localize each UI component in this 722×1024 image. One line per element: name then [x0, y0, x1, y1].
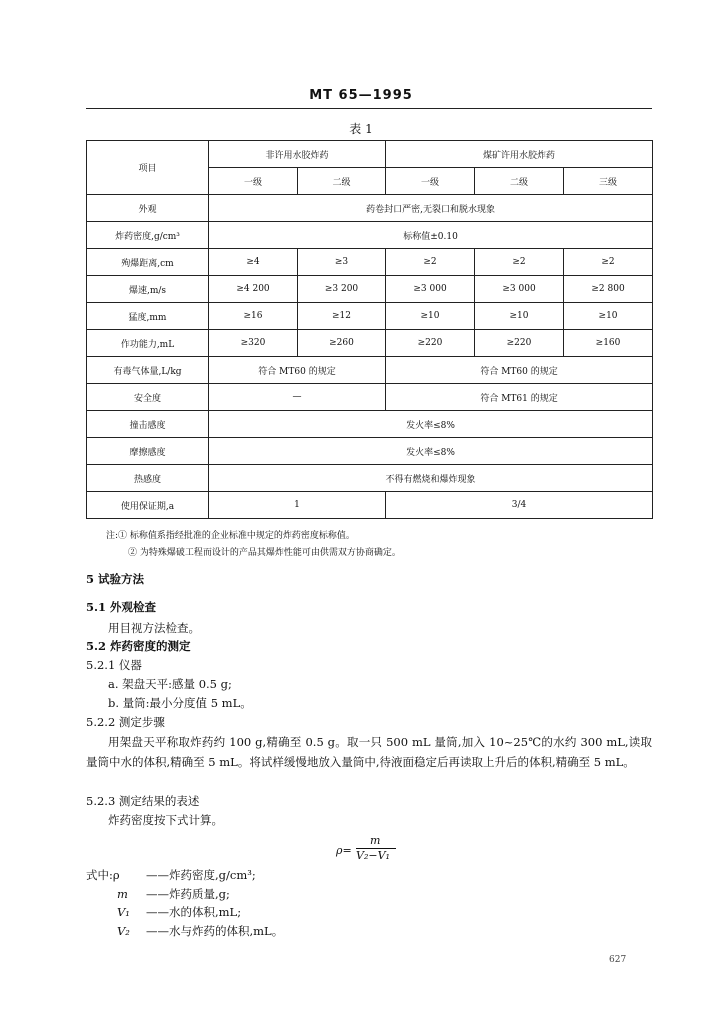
row-label: 有毒气体量,L/kg: [87, 357, 209, 384]
table-cell: ≥2: [564, 249, 653, 276]
grade-header: 一级: [386, 168, 475, 195]
table-row: [87, 249, 653, 276]
where-row: [86, 867, 256, 883]
header-rule: [86, 108, 652, 109]
item-b: b. 量筒:最小分度值 5 mL。: [108, 696, 252, 710]
table-cell: ≥2: [386, 249, 475, 276]
where-symbol: m: [117, 887, 128, 901]
group-b-value: 3/4: [386, 492, 653, 519]
section-5-2-3-heading: 5.2.3 测定结果的表述: [86, 794, 200, 808]
group-a-header: 非许用水胶炸药: [209, 141, 386, 168]
row-span-value: 标称值±0.10: [209, 222, 653, 249]
table-cell: ≥160: [564, 330, 653, 357]
table-cell: ≥3 000: [386, 276, 475, 303]
grade-header: 二级: [298, 168, 386, 195]
row-span-value: 发火率≤8%: [209, 411, 653, 438]
section-5-2-2-heading: 5.2.2 测定步骤: [86, 715, 165, 729]
group-a-value: 符合 MT60 的规定: [209, 357, 386, 384]
grade-header: 三级: [564, 168, 653, 195]
row-label: 炸药密度,g/cm³: [87, 222, 209, 249]
row-span-value: 发火率≤8%: [209, 438, 653, 465]
section-5-1-heading: 5.1 外观检查: [86, 600, 157, 614]
table-row: [87, 276, 653, 303]
row-label: 殉爆距离,cm: [87, 249, 209, 276]
table-note-1: 注:① 标称值系指经批准的企业标准中规定的炸药密度标称值。: [106, 531, 355, 541]
where-desc: ——水的体积,mL;: [146, 905, 242, 919]
col-item-header: 项目: [87, 141, 209, 195]
grade-header: 一级: [209, 168, 298, 195]
grade-header: 二级: [475, 168, 564, 195]
row-label: 撞击感度: [87, 411, 209, 438]
table-cell: ≥220: [386, 330, 475, 357]
where-desc: ——水与炸药的体积,mL。: [146, 924, 284, 938]
table-cell: ≥2 800: [564, 276, 653, 303]
table-row: [87, 303, 653, 330]
table-cell: ≥10: [386, 303, 475, 330]
group-a-value: —: [209, 384, 386, 411]
spec-table: [86, 140, 653, 519]
where-row: [117, 904, 241, 920]
group-b-value: 符合 MT60 的规定: [386, 357, 653, 384]
table-cell: ≥320: [209, 330, 298, 357]
table-cell: ≥3 200: [298, 276, 386, 303]
table-cell: ≥16: [209, 303, 298, 330]
table-row: [87, 195, 653, 222]
table-row: [87, 357, 653, 384]
table-cell: ≥2: [475, 249, 564, 276]
row-label: 使用保证期,a: [87, 492, 209, 519]
section-5-2-heading: 5.2 炸药密度的测定: [86, 639, 191, 653]
page-number: 627: [609, 955, 627, 965]
row-label: 作功能力,mL: [87, 330, 209, 357]
table-cell: ≥10: [564, 303, 653, 330]
section-5-2-1-heading: 5.2.1 仪器: [86, 658, 142, 672]
where-symbol: V₁: [117, 905, 130, 919]
row-label: 外观: [87, 195, 209, 222]
table-row: [87, 330, 653, 357]
group-b-value: 符合 MT61 的规定: [386, 384, 653, 411]
table-cell: ≥220: [475, 330, 564, 357]
table-cell: ≥12: [298, 303, 386, 330]
where-row: [117, 886, 230, 902]
row-label: 热感度: [87, 465, 209, 492]
row-label: 安全度: [87, 384, 209, 411]
where-symbol: 式中:ρ: [86, 868, 120, 882]
table-note-2: ② 为特殊爆破工程而设计的产品其爆炸性能可由供需双方协商确定。: [128, 548, 401, 558]
group-b-header: 煤矿许用水胶炸药: [386, 141, 653, 168]
table-row: [87, 465, 653, 492]
section-5-2-2-text: 用架盘天平称取炸药约 100 g,精确至 0.5 g。取一只 500 mL 量筒,加入 10~25℃的水约 300 mL,读取量筒中水的体积,精确至 5 mL。将试样缓慢地放入量筒中,待液面稳定后再读取上升后的体积,精确至 5 mL。: [86, 735, 652, 769]
document-header: MT 65—1995: [309, 88, 413, 103]
section-5-2-3-text: 炸药密度按下式计算。: [108, 813, 223, 827]
section-5-1-text: 用目视方法检查。: [108, 621, 200, 635]
item-a: a. 架盘天平:感量 0.5 g;: [108, 677, 232, 691]
table-cell: ≥3 000: [475, 276, 564, 303]
table-cell: ≥260: [298, 330, 386, 357]
table-cell: ≥4: [209, 249, 298, 276]
row-label: 猛度,mm: [87, 303, 209, 330]
formula-numerator: m: [370, 834, 381, 847]
formula-lhs: ρ=: [336, 844, 352, 857]
formula-denominator: V₂−V₁: [356, 849, 390, 862]
row-span-value: 药卷封口严密,无裂口和脱水现象: [209, 195, 653, 222]
where-desc: ——炸药质量,g;: [146, 887, 230, 901]
where-symbol: V₂: [117, 924, 130, 938]
table-row: [87, 222, 653, 249]
group-a-value: 1: [209, 492, 386, 519]
table-cell: ≥10: [475, 303, 564, 330]
table-row: [87, 384, 653, 411]
where-desc: ——炸药密度,g/cm³;: [146, 868, 256, 882]
table-row: [87, 411, 653, 438]
row-label: 爆速,m/s: [87, 276, 209, 303]
row-span-value: 不得有燃烧和爆炸现象: [209, 465, 653, 492]
row-label: 摩擦感度: [87, 438, 209, 465]
where-row: [117, 923, 283, 939]
section-5-heading: 5 试验方法: [86, 572, 145, 586]
table-caption: 表 1: [349, 122, 373, 136]
table-row: [87, 438, 653, 465]
table-cell: ≥3: [298, 249, 386, 276]
table-cell: ≥4 200: [209, 276, 298, 303]
table-row: [87, 492, 653, 519]
